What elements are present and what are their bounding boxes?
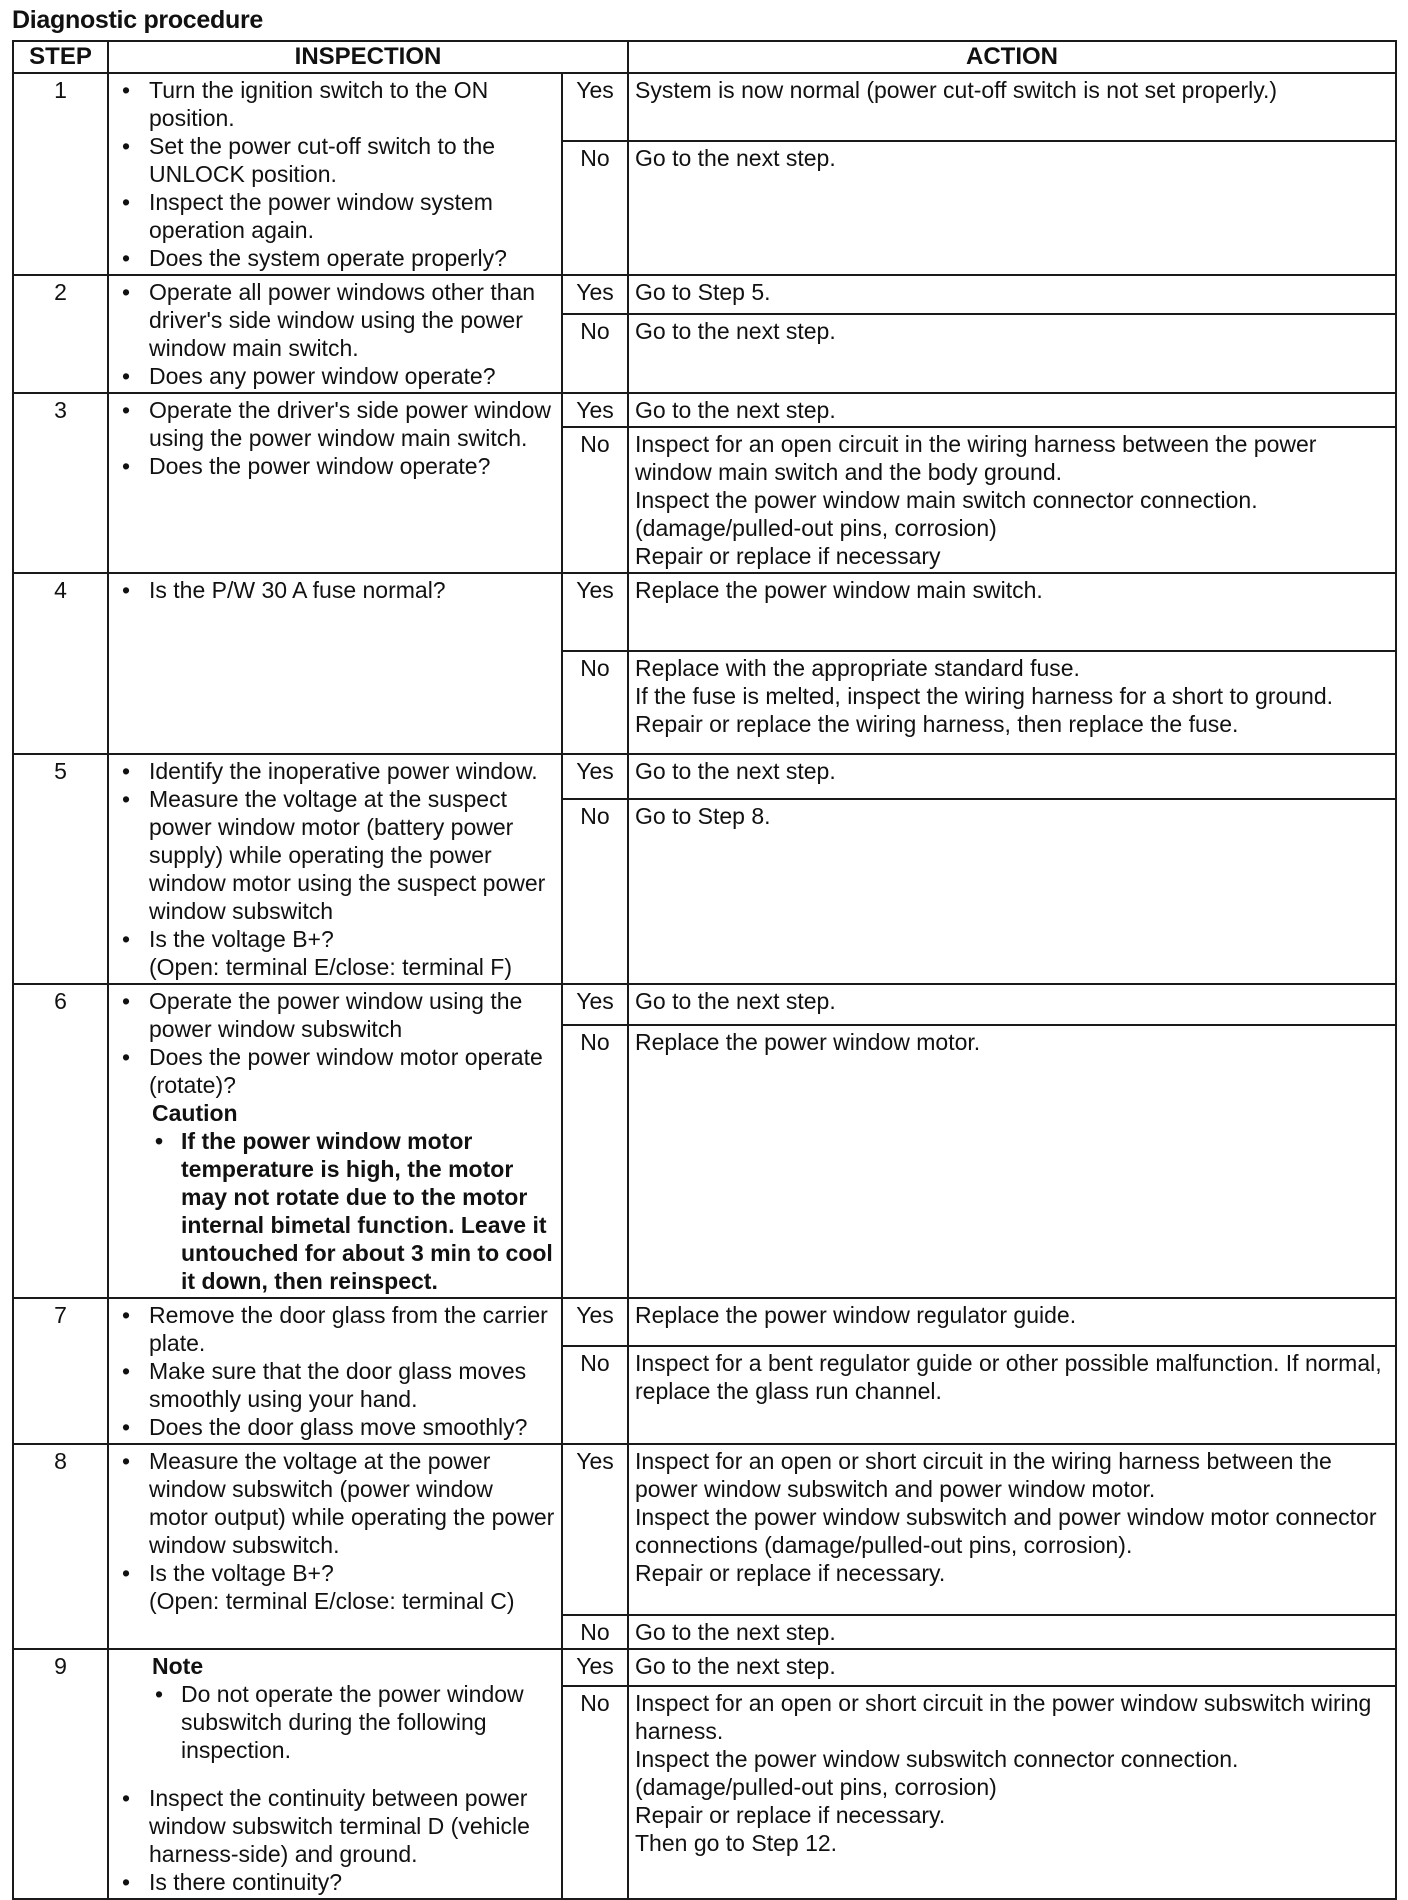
step-number: 7	[13, 1298, 108, 1444]
no-label: No	[562, 799, 628, 984]
no-action	[628, 1025, 1396, 1298]
inspection-item: • Turn the ignition switch to the ON position.	[149, 76, 555, 132]
inspection-item: • Identify the inoperative power window.	[149, 757, 555, 785]
action-line: Inspect the power window main switch connector connection. (damage/pulled-out pins, corrosion)	[635, 487, 1258, 541]
action-line: Go to the next step.	[635, 145, 836, 172]
action-line: System is now normal (power cut-off switch is not set properly.)	[635, 77, 1278, 103]
yes-action	[628, 73, 1396, 141]
header-row	[13, 41, 1396, 73]
no-action	[628, 314, 1396, 393]
action-line: Go to Step 8.	[635, 802, 771, 829]
inspection-cell	[108, 984, 562, 1298]
inspection-list	[115, 757, 555, 981]
yes-label: Yes	[562, 1444, 628, 1615]
header-inspection: INSPECTION	[108, 41, 628, 73]
inspection-item: • Operate the driver's side power window using the power window main switch.	[149, 396, 555, 452]
inspection-cell	[108, 275, 562, 393]
yes-label: Yes	[562, 275, 628, 314]
action-line: Inspect for an open or short circuit in the power window subswitch wiring harness.	[635, 1690, 1372, 1745]
no-action	[628, 427, 1396, 573]
table-row	[13, 1444, 1396, 1615]
step-number: 2	[13, 275, 108, 393]
action-line: Replace the power window motor.	[635, 1029, 981, 1056]
no-label: No	[562, 427, 628, 573]
action-line: Go to the next step.	[635, 758, 836, 784]
step-number: 6	[13, 984, 108, 1298]
yes-action	[628, 1649, 1396, 1686]
inspection-list	[115, 76, 555, 272]
step-number: 3	[13, 393, 108, 573]
table-row	[13, 275, 1396, 314]
inspection-item: • Set the power cut-off switch to the UNLOCK position.	[149, 132, 555, 188]
inspection-cell	[108, 754, 562, 984]
inspection-list	[115, 1301, 555, 1441]
inspection-item: • Is the voltage B+? (Open: terminal E/close: terminal F)	[149, 925, 555, 981]
table-row	[13, 984, 1396, 1025]
table-row	[13, 1298, 1396, 1346]
table-row	[13, 1649, 1396, 1686]
inspection-item: • Does the door glass move smoothly?	[149, 1413, 555, 1441]
no-action	[628, 1615, 1396, 1649]
header-action: ACTION	[628, 41, 1396, 73]
inspection-list	[115, 396, 555, 480]
diagnostic-table	[12, 40, 1397, 1900]
action-line: Repair or replace if necessary.	[635, 1802, 946, 1829]
yes-label: Yes	[562, 393, 628, 427]
inspection-item: • Inspect the continuity between power window subswitch terminal D (vehicle harness-side) and ground.	[149, 1784, 555, 1868]
inspection-item: • Operate all power windows other than driver's side window using the power window main switch.	[149, 278, 555, 362]
no-label: No	[562, 1346, 628, 1444]
inspection-item: • Is the P/W 30 A fuse normal?	[149, 576, 555, 604]
yes-action	[628, 984, 1396, 1025]
step-number: 9	[13, 1649, 108, 1899]
action-line: Inspect the power window subswitch connector connection. (damage/pulled-out pins, corrosion)	[635, 1746, 1239, 1801]
step-number: 4	[13, 573, 108, 754]
inspection-item: • Is there continuity?	[149, 1868, 555, 1896]
yes-action	[628, 275, 1396, 314]
no-label: No	[562, 314, 628, 393]
no-action	[628, 651, 1396, 754]
no-label: No	[562, 141, 628, 275]
inspection-list	[115, 278, 555, 390]
inspection-list	[115, 1447, 555, 1615]
action-line: Go to the next step.	[635, 988, 836, 1014]
no-label: No	[562, 1686, 628, 1899]
action-line: Inspect the power window subswitch and power window motor connector connections (damage/pulled-out pins, corrosion).	[635, 1504, 1377, 1558]
inspection-cell	[108, 73, 562, 275]
note-list	[115, 1680, 555, 1764]
inspection-item: • Measure the voltage at the power window subswitch (power window motor output) while operating the power window subswitch.	[149, 1447, 555, 1559]
yes-label: Yes	[562, 984, 628, 1025]
action-line: Replace the power window main switch.	[635, 577, 1043, 603]
caution-text: • If the power window motor temperature is high, the motor may not rotate due to the motor internal bimetal function. Leave it untouched for about 3 min to cool it down, then reinspect.	[181, 1127, 555, 1295]
yes-label: Yes	[562, 1649, 628, 1686]
yes-action	[628, 754, 1396, 799]
table-row	[13, 573, 1396, 651]
step-number: 5	[13, 754, 108, 984]
inspection-item: • Does the power window motor operate (rotate)?	[149, 1043, 555, 1099]
action-line: Go to Step 5.	[635, 279, 771, 305]
caution-list	[115, 1127, 555, 1295]
no-label: No	[562, 651, 628, 754]
inspection-item: • Does the power window operate?	[149, 452, 555, 480]
inspection-cell	[108, 1649, 562, 1899]
action-line: Then go to Step 12.	[635, 1830, 838, 1857]
inspection-cell	[108, 1298, 562, 1444]
inspection-item: • Operate the power window using the power window subswitch	[149, 987, 555, 1043]
inspection-item: • Remove the door glass from the carrier plate.	[149, 1301, 555, 1357]
inspection-item: • Does the system operate properly?	[149, 244, 555, 272]
yes-action	[628, 573, 1396, 651]
inspection-item: • Does any power window operate?	[149, 362, 555, 390]
no-action	[628, 1686, 1396, 1899]
caution-heading: Caution	[152, 1100, 238, 1126]
yes-action	[628, 1444, 1396, 1615]
action-line: Inspect for an open or short circuit in the wiring harness between the power window subswitch and power window motor.	[635, 1448, 1332, 1502]
no-label: No	[562, 1025, 628, 1298]
action-line: Repair or replace if necessary	[635, 543, 941, 569]
spacer	[115, 1764, 555, 1784]
inspection-cell	[108, 573, 562, 754]
inspection-list	[115, 987, 555, 1099]
page-title: Diagnostic procedure	[12, 6, 263, 34]
inspection-list	[115, 1784, 555, 1896]
table-row	[13, 393, 1396, 427]
inspection-cell	[108, 393, 562, 573]
inspection-item: • Inspect the power window system operation again.	[149, 188, 555, 244]
action-line: Repair or replace if necessary.	[635, 1560, 946, 1586]
action-line: Inspect for a bent regulator guide or other possible malfunction. If normal, replace the glass run channel.	[635, 1349, 1382, 1404]
no-action	[628, 799, 1396, 984]
yes-label: Yes	[562, 573, 628, 651]
yes-action	[628, 1298, 1396, 1346]
action-line: Inspect for an open circuit in the wiring harness between the power window main switch and the body ground.	[635, 431, 1317, 485]
step-number: 1	[13, 73, 108, 275]
action-line: If the fuse is melted, inspect the wiring harness for a short to ground. Repair or replace the wiring harness, then replace the fuse.	[635, 683, 1334, 737]
yes-label: Yes	[562, 754, 628, 799]
inspection-list	[115, 576, 555, 604]
no-action	[628, 141, 1396, 275]
inspection-item: • Is the voltage B+? (Open: terminal E/close: terminal C)	[149, 1559, 555, 1615]
inspection-cell	[108, 1444, 562, 1649]
action-line: Replace with the appropriate standard fuse.	[635, 655, 1080, 681]
action-line: Go to the next step.	[635, 1619, 836, 1645]
header-step: STEP	[13, 41, 108, 73]
note-text: • Do not operate the power window subswitch during the following inspection.	[181, 1680, 555, 1764]
step-number: 8	[13, 1444, 108, 1649]
yes-label: Yes	[562, 73, 628, 141]
action-line: Go to the next step.	[635, 1653, 836, 1679]
table-row	[13, 754, 1396, 799]
action-line: Go to the next step.	[635, 397, 836, 423]
inspection-item: • Make sure that the door glass moves smoothly using your hand.	[149, 1357, 555, 1413]
action-line: Replace the power window regulator guide.	[635, 1302, 1077, 1328]
no-label: No	[562, 1615, 628, 1649]
action-line: Go to the next step.	[635, 317, 836, 344]
yes-label: Yes	[562, 1298, 628, 1346]
note-heading: Note	[152, 1653, 204, 1679]
table-row	[13, 73, 1396, 141]
no-action	[628, 1346, 1396, 1444]
yes-action	[628, 393, 1396, 427]
inspection-item: • Measure the voltage at the suspect power window motor (battery power supply) while operating the power window motor using the suspect power window subswitch	[149, 785, 555, 925]
